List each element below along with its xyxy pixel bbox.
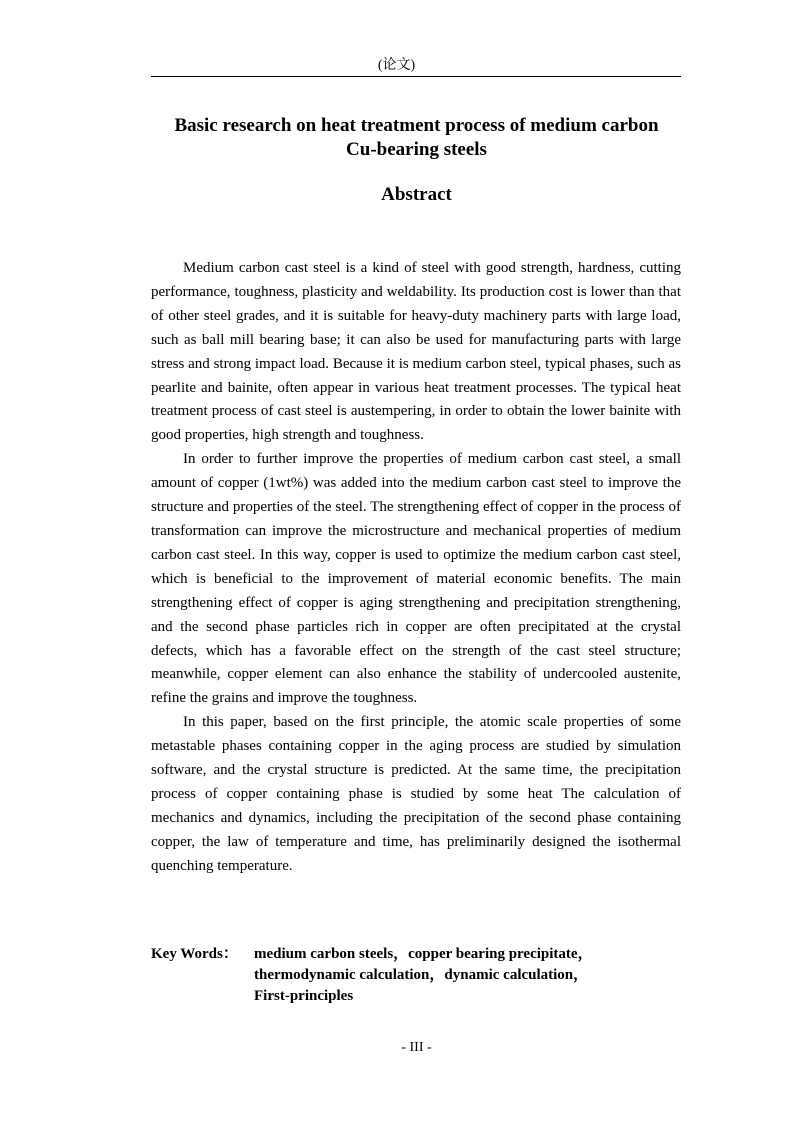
abstract-heading: Abstract: [381, 184, 452, 205]
paper-title-line-2: Cu-bearing steels: [346, 139, 487, 160]
paper-title: [120, 114, 713, 162]
running-header: (论文): [377, 58, 416, 73]
keywords-label: Key Words：: [151, 946, 238, 962]
abstract-paragraph-3: In this paper, based on the first principle, the atomic scale properties of some metastable phases containing copper in the aging process are studied by simulation software, and the crystal structure is predicted. At the same time, the precipitation process of copper containing phase is studied by some heat The calculation of mechanics and dynamics, including the precipitation of the second phase containing copper, the law of temperature and time, has preliminarily designed the isothermal quenching temperature.: [151, 714, 681, 874]
header-rule: [151, 76, 681, 77]
paper-title-line-1: Basic research on heat treatment process of medium carbon: [174, 115, 659, 136]
keywords-line-2: thermodynamic calculation，dynamic calculation，: [254, 967, 589, 983]
abstract-paragraph-2: In order to further improve the properties of medium carbon cast steel, a small amount of copper (1wt%) was added into the medium carbon cast steel to improve the structure and properties of the steel. The strengthening effect of copper in the process of transformation can improve the microstructure and mechanical properties of medium carbon cast steel. In this way, copper is used to optimize the medium carbon cast steel, which is beneficial to the improvement of material economic benefits. The main strengthening effect of copper is aging strengthening and precipitation strengthening, and the second phase particles rich in copper are often precipitated at the crystal defects, which has a favorable effect on the strength of the cast steel structure; meanwhile, copper element can also enhance the stability of undercooled austenite, refine the grains and improve the toughness.: [151, 451, 681, 707]
abstract-paragraph-1: Medium carbon cast steel is a kind of steel with good strength, hardness, cutting performance, toughness, plasticity and weldability. Its production cost is lower than that of other steel grades, and it is suitable for heavy-duty machinery parts with large load, such as ball mill bearing base; it can also be used for manufacturing parts with large stress and strong impact load. Because it is medium carbon steel, typical phases, such as pearlite and bainite, often appear in various heat treatment processes. The typical heat treatment process of cast steel is austempering, in order to obtain the lower bainite with good properties, high strength and toughness.: [151, 260, 681, 444]
abstract-body: [151, 257, 681, 879]
page-number: - III -: [401, 1040, 432, 1055]
keywords-line-3: First-principles: [254, 988, 354, 1004]
keywords-line-1: medium carbon steels，copper bearing precipitate，: [254, 946, 593, 962]
keywords-list: [254, 944, 681, 1007]
